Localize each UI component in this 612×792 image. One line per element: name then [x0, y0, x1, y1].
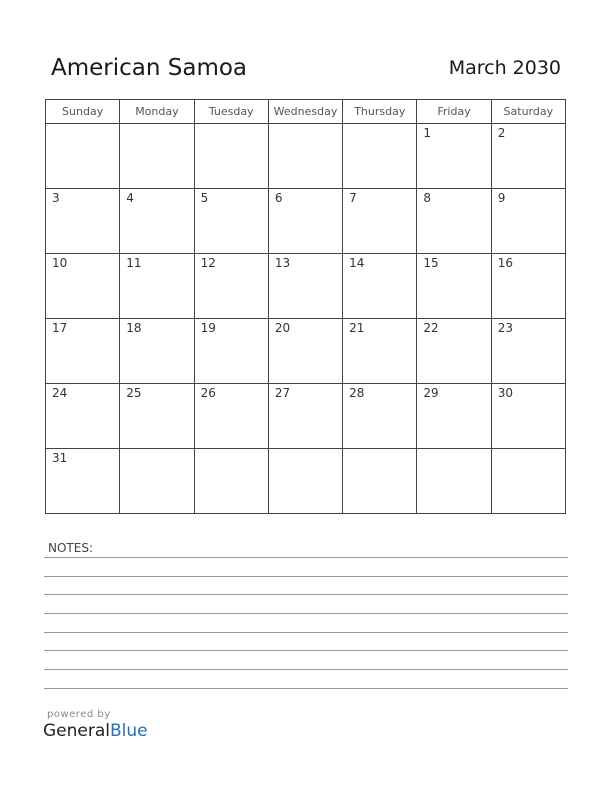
day-cell [417, 254, 491, 319]
day-number: 6 [274, 191, 283, 205]
day-number: 21 [349, 321, 365, 335]
weekday-header-row [46, 100, 566, 124]
day-number [269, 449, 342, 451]
day-cell [194, 254, 268, 319]
day-cell [268, 319, 342, 384]
day-number [417, 449, 490, 451]
day-cell [417, 124, 491, 189]
day-cell [46, 384, 120, 449]
brand-blue: Blue [110, 721, 148, 741]
day-number [195, 449, 268, 451]
weekday-tuesday: Tuesday [194, 100, 268, 124]
day-cell [46, 319, 120, 384]
day-number: 8 [423, 191, 432, 205]
day-cell [491, 254, 565, 319]
day-cell [268, 254, 342, 319]
day-cell [343, 254, 417, 319]
weekday-friday: Friday [417, 100, 491, 124]
day-number: 20 [274, 321, 291, 335]
day-cell [417, 319, 491, 384]
day-cell [343, 319, 417, 384]
day-cell [120, 319, 194, 384]
day-number: 31 [52, 451, 68, 465]
day-cell [268, 384, 342, 449]
day-number: 12 [200, 256, 216, 270]
week-row [46, 319, 566, 384]
day-cell [417, 449, 491, 514]
day-number: 16 [497, 256, 513, 270]
day-cell [268, 189, 342, 254]
week-row [46, 254, 566, 319]
weekday-thursday: Thursday [343, 100, 417, 124]
day-number: 1 [423, 126, 432, 140]
day-number: 10 [52, 256, 68, 270]
day-number: 5 [200, 191, 209, 205]
brand-general: General [43, 721, 110, 741]
day-number: 9 [497, 191, 506, 205]
day-cell [120, 124, 194, 189]
week-row [46, 124, 566, 189]
notes-line [44, 650, 568, 651]
day-number: 23 [497, 321, 513, 335]
day-number: 19 [200, 321, 216, 335]
notes-line [44, 613, 568, 614]
day-number [120, 449, 193, 451]
day-cell [343, 189, 417, 254]
day-cell [491, 384, 565, 449]
day-number: 15 [423, 256, 439, 270]
notes-line [44, 557, 568, 558]
day-cell [120, 189, 194, 254]
calendar-month: March 2030 [448, 57, 561, 79]
powered-by-text: powered by [47, 709, 111, 720]
day-cell [194, 319, 268, 384]
day-number: 18 [126, 321, 142, 335]
day-number: 7 [349, 191, 357, 205]
notes-line [44, 688, 568, 689]
notes-line [44, 669, 568, 670]
day-cell [194, 124, 268, 189]
week-row [46, 384, 566, 449]
day-number [269, 124, 342, 126]
day-number [195, 124, 268, 126]
weekday-saturday: Saturday [491, 100, 565, 124]
weekday-monday: Monday [120, 100, 194, 124]
day-cell [491, 189, 565, 254]
day-cell [194, 449, 268, 514]
day-number [343, 124, 416, 126]
day-cell [268, 449, 342, 514]
day-number [120, 124, 193, 126]
day-number: 27 [274, 386, 291, 400]
day-number [46, 124, 119, 126]
week-row [46, 449, 566, 514]
day-cell [417, 189, 491, 254]
day-number: 26 [200, 386, 216, 400]
notes-line [44, 632, 568, 633]
day-cell [268, 124, 342, 189]
day-cell [120, 449, 194, 514]
day-number: 4 [126, 191, 134, 205]
day-number: 11 [126, 256, 142, 270]
calendar-grid [45, 99, 566, 514]
day-cell [46, 124, 120, 189]
day-number: 14 [349, 256, 365, 270]
notes-line [44, 576, 568, 577]
day-cell [46, 449, 120, 514]
day-number: 24 [52, 386, 68, 400]
day-cell [46, 189, 120, 254]
day-number: 3 [52, 191, 60, 205]
day-cell [491, 449, 565, 514]
day-cell [343, 384, 417, 449]
day-cell [46, 254, 120, 319]
day-number: 17 [52, 321, 68, 335]
day-cell [194, 189, 268, 254]
day-cell [417, 384, 491, 449]
weekday-wednesday: Wednesday [268, 100, 342, 124]
day-cell [120, 254, 194, 319]
day-cell [491, 319, 565, 384]
day-cell [343, 449, 417, 514]
day-cell [194, 384, 268, 449]
calendar-title: American Samoa [51, 55, 248, 81]
day-cell [120, 384, 194, 449]
weekday-sunday: Sunday [46, 100, 120, 124]
generalblue-logo [43, 721, 148, 741]
day-number: 30 [497, 386, 513, 400]
day-number [343, 449, 416, 451]
week-row [46, 189, 566, 254]
notes-line [44, 594, 568, 595]
day-cell [343, 124, 417, 189]
day-number: 22 [423, 321, 439, 335]
day-cell [491, 124, 565, 189]
day-number [492, 449, 565, 451]
day-number: 28 [349, 386, 365, 400]
day-number: 2 [497, 126, 506, 140]
day-number: 25 [126, 386, 142, 400]
notes-label: NOTES: [48, 541, 93, 555]
day-number: 29 [423, 386, 439, 400]
day-number: 13 [274, 256, 291, 270]
